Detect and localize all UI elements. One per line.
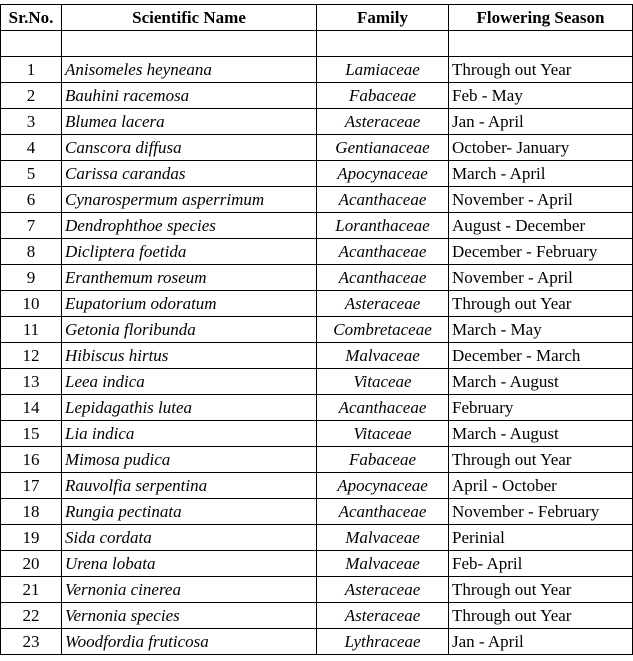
cell-family: Asteraceae [317, 603, 449, 629]
cell-sr-no: 10 [1, 291, 62, 317]
cell-scientific-name: Anisomeles heyneana [62, 57, 317, 83]
table-row [1, 421, 633, 447]
cell-flowering-season: Through out Year [449, 603, 633, 629]
cell-flowering-season: November - April [449, 187, 633, 213]
cell-sr-no: 14 [1, 395, 62, 421]
cell-scientific-name: Woodfordia fruticosa [62, 629, 317, 655]
cell-scientific-name: Eranthemum roseum [62, 265, 317, 291]
empty-cell [62, 31, 317, 57]
cell-flowering-season: April - October [449, 473, 633, 499]
cell-family: Apocynaceae [317, 161, 449, 187]
table-row [1, 57, 633, 83]
cell-family: Malvaceae [317, 343, 449, 369]
cell-sr-no: 13 [1, 369, 62, 395]
table-row [1, 317, 633, 343]
table-row [1, 395, 633, 421]
cell-sr-no: 6 [1, 187, 62, 213]
cell-sr-no: 11 [1, 317, 62, 343]
empty-row [1, 31, 633, 57]
cell-family: Fabaceae [317, 83, 449, 109]
cell-flowering-season: March - May [449, 317, 633, 343]
flowering-season-table [0, 4, 633, 655]
table-row [1, 291, 633, 317]
header-scientific-name: Scientific Name [62, 5, 317, 31]
cell-sr-no: 5 [1, 161, 62, 187]
cell-sr-no: 2 [1, 83, 62, 109]
header-flowering-season: Flowering Season [449, 5, 633, 31]
cell-flowering-season: December - February [449, 239, 633, 265]
cell-scientific-name: Eupatorium odoratum [62, 291, 317, 317]
cell-sr-no: 22 [1, 603, 62, 629]
cell-family: Acanthaceae [317, 395, 449, 421]
cell-family: Asteraceae [317, 291, 449, 317]
cell-flowering-season: February [449, 395, 633, 421]
table-row [1, 499, 633, 525]
header-sr-no: Sr.No. [1, 5, 62, 31]
cell-family: Vitaceae [317, 421, 449, 447]
cell-scientific-name: Blumea lacera [62, 109, 317, 135]
header-row [1, 5, 633, 31]
cell-sr-no: 1 [1, 57, 62, 83]
cell-flowering-season: October- January [449, 135, 633, 161]
cell-flowering-season: Through out Year [449, 447, 633, 473]
table-body [1, 31, 633, 655]
cell-sr-no: 9 [1, 265, 62, 291]
cell-flowering-season: Through out Year [449, 577, 633, 603]
cell-flowering-season: March - August [449, 369, 633, 395]
cell-sr-no: 15 [1, 421, 62, 447]
cell-family: Loranthaceae [317, 213, 449, 239]
cell-family: Vitaceae [317, 369, 449, 395]
cell-sr-no: 19 [1, 525, 62, 551]
table-row [1, 603, 633, 629]
table-row [1, 187, 633, 213]
cell-flowering-season: November - April [449, 265, 633, 291]
cell-scientific-name: Cynarospermum asperrimum [62, 187, 317, 213]
cell-scientific-name: Leea indica [62, 369, 317, 395]
empty-cell [1, 31, 62, 57]
cell-flowering-season: August - December [449, 213, 633, 239]
cell-scientific-name: Dendrophthoe species [62, 213, 317, 239]
cell-flowering-season: November - February [449, 499, 633, 525]
cell-scientific-name: Dicliptera foetida [62, 239, 317, 265]
cell-scientific-name: Rungia pectinata [62, 499, 317, 525]
cell-flowering-season: Through out Year [449, 57, 633, 83]
cell-family: Apocynaceae [317, 473, 449, 499]
cell-scientific-name: Getonia floribunda [62, 317, 317, 343]
table-row [1, 525, 633, 551]
table-row [1, 83, 633, 109]
cell-sr-no: 16 [1, 447, 62, 473]
cell-family: Gentianaceae [317, 135, 449, 161]
empty-cell [317, 31, 449, 57]
cell-family: Asteraceae [317, 109, 449, 135]
cell-family: Fabaceae [317, 447, 449, 473]
cell-flowering-season: Jan - April [449, 109, 633, 135]
cell-scientific-name: Bauhini racemosa [62, 83, 317, 109]
cell-family: Lythraceae [317, 629, 449, 655]
cell-scientific-name: Lia indica [62, 421, 317, 447]
table-row [1, 577, 633, 603]
cell-family: Acanthaceae [317, 239, 449, 265]
cell-scientific-name: Urena lobata [62, 551, 317, 577]
cell-flowering-season: March - April [449, 161, 633, 187]
table-row [1, 343, 633, 369]
cell-scientific-name: Canscora diffusa [62, 135, 317, 161]
cell-sr-no: 21 [1, 577, 62, 603]
table-row [1, 447, 633, 473]
cell-sr-no: 8 [1, 239, 62, 265]
table-row [1, 265, 633, 291]
cell-family: Malvaceae [317, 525, 449, 551]
table-row [1, 161, 633, 187]
cell-family: Acanthaceae [317, 265, 449, 291]
cell-sr-no: 12 [1, 343, 62, 369]
table-row [1, 239, 633, 265]
cell-family: Malvaceae [317, 551, 449, 577]
header-family: Family [317, 5, 449, 31]
cell-flowering-season: Perinial [449, 525, 633, 551]
cell-flowering-season: Feb - May [449, 83, 633, 109]
cell-flowering-season: December - March [449, 343, 633, 369]
cell-scientific-name: Mimosa pudica [62, 447, 317, 473]
table-row [1, 551, 633, 577]
cell-scientific-name: Sida cordata [62, 525, 317, 551]
cell-flowering-season: Jan - April [449, 629, 633, 655]
cell-sr-no: 23 [1, 629, 62, 655]
cell-sr-no: 17 [1, 473, 62, 499]
cell-scientific-name: Lepidagathis lutea [62, 395, 317, 421]
cell-family: Combretaceae [317, 317, 449, 343]
table-row [1, 213, 633, 239]
table-row [1, 629, 633, 655]
cell-sr-no: 20 [1, 551, 62, 577]
cell-family: Acanthaceae [317, 187, 449, 213]
table-row [1, 369, 633, 395]
cell-flowering-season: Through out Year [449, 291, 633, 317]
cell-family: Asteraceae [317, 577, 449, 603]
cell-scientific-name: Carissa carandas [62, 161, 317, 187]
cell-scientific-name: Vernonia cinerea [62, 577, 317, 603]
cell-sr-no: 3 [1, 109, 62, 135]
table-row [1, 135, 633, 161]
table-row [1, 473, 633, 499]
cell-flowering-season: March - August [449, 421, 633, 447]
cell-flowering-season: Feb- April [449, 551, 633, 577]
empty-cell [449, 31, 633, 57]
cell-sr-no: 18 [1, 499, 62, 525]
cell-family: Acanthaceae [317, 499, 449, 525]
cell-family: Lamiaceae [317, 57, 449, 83]
cell-scientific-name: Vernonia species [62, 603, 317, 629]
cell-sr-no: 4 [1, 135, 62, 161]
cell-scientific-name: Hibiscus hirtus [62, 343, 317, 369]
table-row [1, 109, 633, 135]
cell-scientific-name: Rauvolfia serpentina [62, 473, 317, 499]
cell-sr-no: 7 [1, 213, 62, 239]
